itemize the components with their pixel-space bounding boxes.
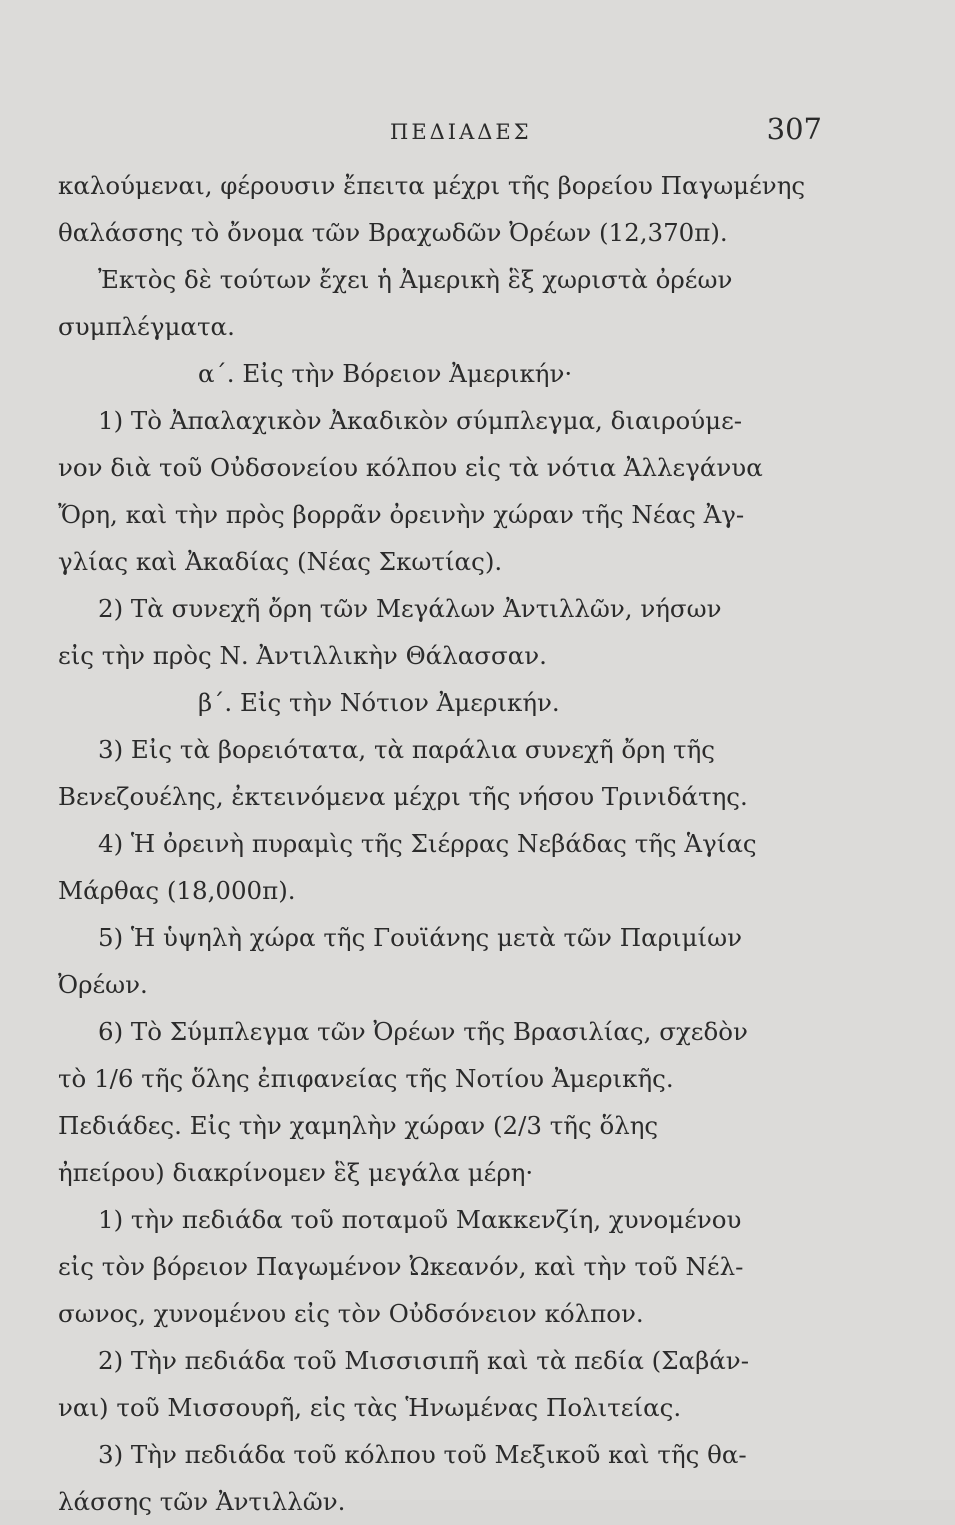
text-line: λάσσης τῶν Ἀντιλλῶν. (58, 1487, 346, 1516)
text-line: 1) Τὸ Ἀπαλαχικὸν Ἀκαδικὸν σύμπλεγμα, διαιρούμε- (98, 406, 743, 435)
text-line: 6) Τὸ Σύμπλεγμα τῶν Ὀρέων τῆς Βρασιλίας, σχεδὸν (98, 1017, 748, 1046)
text-line: 2) Τὴν πεδιάδα τοῦ Μισσισιπῆ καὶ τὰ πεδία (Σαβάν- (98, 1346, 749, 1375)
text-line: 4) Ἡ ὀρεινὴ πυραμὶς τῆς Σιέρρας Νεβάδας τῆς Ἁγίας (98, 829, 757, 858)
text-line: Μάρθας (18,000π). (58, 876, 296, 905)
text-line: Βενεζουέλης, ἐκτεινόμενα μέχρι τῆς νήσου Τρινιδάτης. (58, 782, 748, 811)
text-line: Ὄρη, καὶ τὴν πρὸς βορρᾶν ὀρεινὴν χώραν τῆς Νέας Ἀγ- (58, 500, 745, 529)
text-line: νον διὰ τοῦ Οὐδσονείου κόλπου εἰς τὰ νότια Ἀλλεγάνυα (58, 453, 763, 482)
text-line: 3) Τὴν πεδιάδα τοῦ κόλπου τοῦ Μεξικοῦ καὶ τῆς θα- (98, 1440, 747, 1469)
page-header (60, 112, 820, 152)
section-heading: α΄. Εἰς τὴν Βόρειον Ἀμερικήν· (198, 359, 573, 388)
text-line: θαλάσσης τὸ ὄνομα τῶν Βραχωδῶν Ὀρέων (12,370π). (58, 218, 728, 247)
text-line: γλίας καὶ Ἀκαδίας (Νέας Σκωτίας). (58, 547, 503, 576)
text-line: 5) Ἡ ὑψηλὴ χώρα τῆς Γουϊάνης μετὰ τῶν Παριμίων (98, 923, 743, 952)
text-line: 3) Εἰς τὰ βορειότατα, τὰ παράλια συνεχῆ ὄρη τῆς (98, 735, 715, 764)
page-number: 307 (766, 112, 822, 146)
text-line: συμπλέγματα. (58, 312, 235, 341)
text-line: Ὀρέων. (58, 970, 148, 999)
text-line: ναι) τοῦ Μισσουρῆ, εἰς τὰς Ἡνωμένας Πολιτείας. (58, 1393, 682, 1422)
page-body (58, 162, 822, 1525)
text-line: σωνος, χυνομένου εἰς τὸν Οὐδσόνειον κόλπον. (58, 1299, 644, 1328)
text-line: τὸ 1/6 τῆς ὅλης ἐπιφανείας τῆς Νοτίου Ἀμερικῆς. (58, 1064, 674, 1093)
text-line: 1) τὴν πεδιάδα τοῦ ποταμοῦ Μακκενζίη, χυνομένου (98, 1205, 742, 1234)
text-line: 2) Τὰ συνεχῆ ὄρη τῶν Μεγάλων Ἀντιλλῶν, νήσων (98, 594, 722, 623)
text-line: καλούμεναι, φέρουσιν ἔπειτα μέχρι τῆς βορείου Παγωμένης (58, 171, 806, 200)
text-line: Ἐκτὸς δὲ τούτων ἔχει ἡ Ἀμερικὴ ἓξ χωριστὰ ὀρέων (98, 265, 733, 294)
running-head: ΠΕΔΙΑΔΕΣ (390, 120, 532, 144)
text-line: εἰς τὸν βόρειον Παγωμένον Ὠκεανόν, καὶ τὴν τοῦ Νέλ- (58, 1252, 744, 1281)
text-line: εἰς τὴν πρὸς Ν. Ἀντιλλικὴν Θάλασσαν. (58, 641, 547, 670)
text-line: ἠπείρου) διακρίνομεν ἓξ μεγάλα μέρη· (58, 1158, 534, 1187)
text-line: Πεδιάδες. Εἰς τὴν χαμηλὴν χώραν (2/3 τῆς ὅλης (58, 1111, 659, 1140)
section-heading: β΄. Εἰς τὴν Νότιον Ἀμερικήν. (198, 688, 560, 717)
